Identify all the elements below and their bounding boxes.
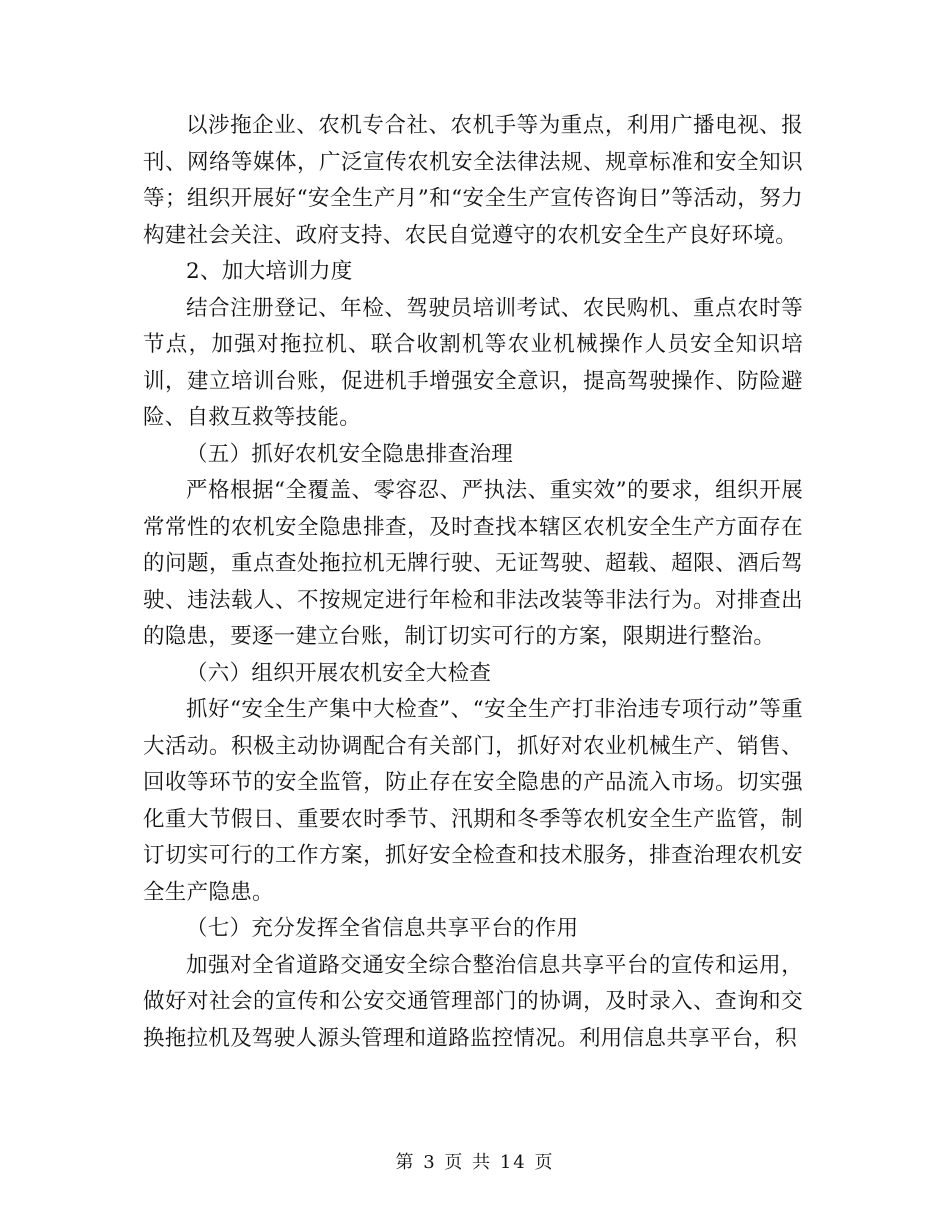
document-body [143, 108, 803, 1057]
heading-safety-check: （六）组织开展农机安全大检查 [186, 660, 492, 686]
paragraph-hazard-inspection: 严格根据“全覆盖、零容忍、严执法、重实效”的要求，组织开展常常性的农机安全隐患排查，及时查找本辖区农机安全生产方面存在的问题，重点查处拖拉机无牌行驶、无证驾驶、超载、超限、酒后驾驶、违法载人、不按规定进行年检和非法改装等非法行为。对排查出的隐患，要逐一建立台账，制订切实可行的方案，限期进行整治。 [143, 478, 803, 649]
page-footer: 第 3 页 共 14 页 [395, 1152, 555, 1173]
paragraph-publicity: 以涉拖企业、农机专合社、农机手等为重点，利用广播电视、报刊、网络等媒体，广泛宣传农机安全法律法规、规章标准和安全知识等；组织开展好“安全生产月”和“安全生产宣传咨询日”等活动，努力构建社会关注、政府支持、农民自觉遵守的农机安全生产良好环境。 [143, 113, 803, 248]
heading-info-platform: （七）充分发挥全省信息共享平台的作用 [186, 916, 579, 941]
heading-training: 2、加大培训力度 [186, 259, 353, 284]
paragraph-training: 结合注册登记、年检、驾驶员培训考试、农民购机、重点农时等节点，加强对拖拉机、联合收割机等农业机械操作人员安全知识培训，建立培训台账，促进机手增强安全意识，提高驾驶操作、防险避险、自救互救等技能。 [143, 295, 803, 430]
paragraph-info-platform: 加强对全省道路交通安全综合整治信息共享平台的宣传和运用，做好对社会的宣传和公安交通管理部门的协调，及时录入、查询和交换拖拉机及驾驶人源头管理和道路监控情况。利用信息共享平台，积 [143, 952, 803, 1051]
heading-hazard-inspection: （五）抓好农机安全隐患排查治理 [186, 441, 514, 467]
paragraph-safety-check: 抓好“安全生产集中大检查”、“安全生产打非治违专项行动”等重大活动。积极主动协调配合有关部门，抓好对农业机械生产、销售、回收等环节的安全监管，防止存在安全隐患的产品流入市场。切实强化重大节假日、重要农时季节、汛期和冬季等农机安全生产监管，制订切实可行的工作方案，抓好安全检查和技术服务，排查治理农机安全生产隐患。 [143, 697, 803, 905]
